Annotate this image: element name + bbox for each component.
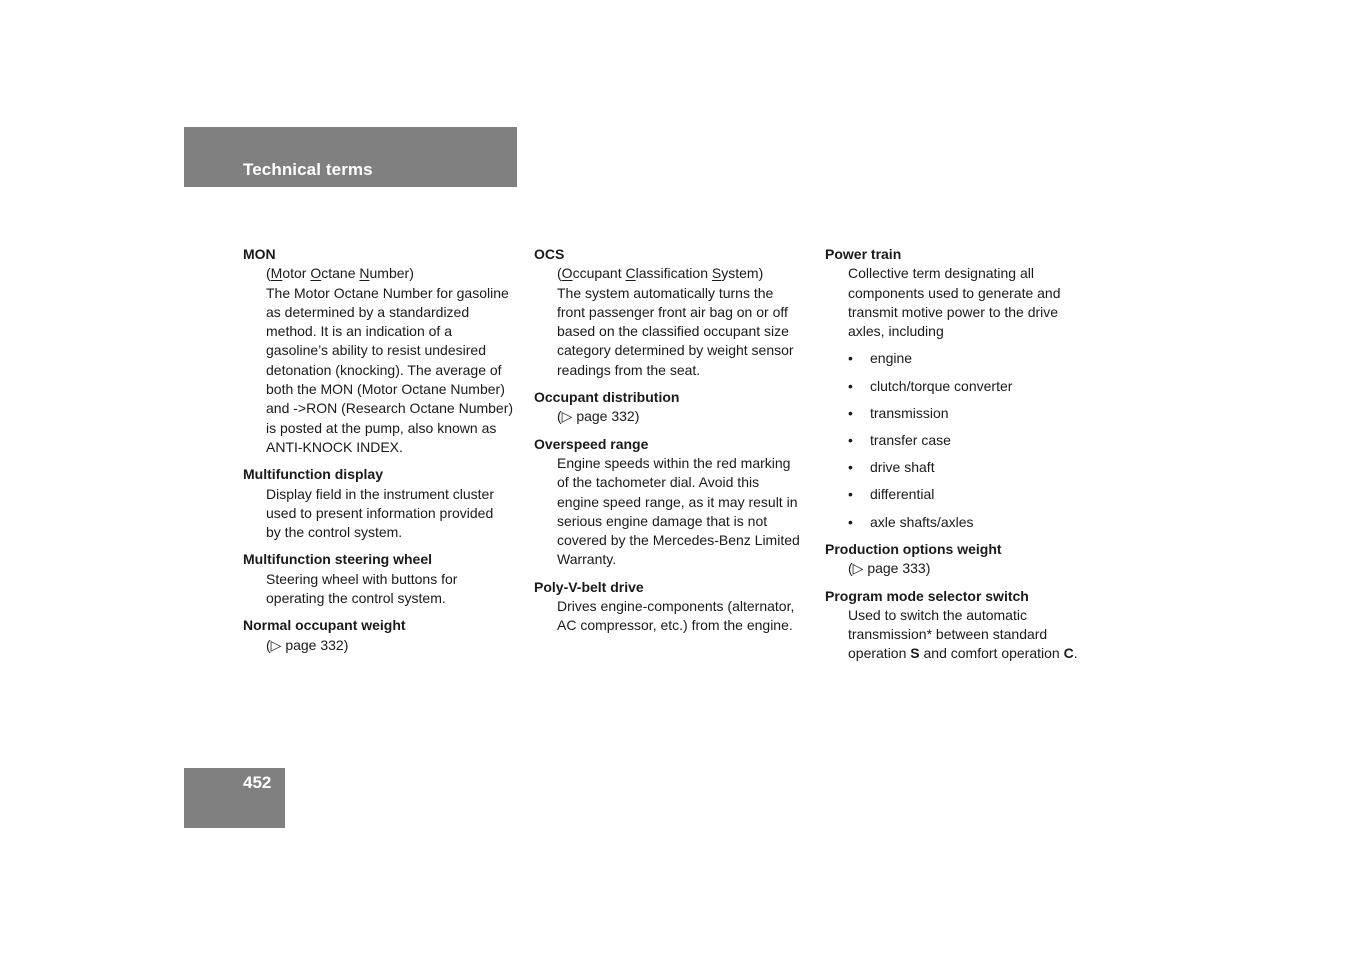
definition-line: of the tachometer dial. Avoid this [557, 474, 760, 491]
list-item [848, 404, 1115, 423]
definition-line: Drives engine-components (alternator, [557, 598, 795, 615]
definition-line: transmission* between standard [848, 626, 1048, 643]
page-title: Technical terms [243, 160, 373, 179]
term-entry-multifunction-steering-wheel [243, 550, 523, 608]
list-item [848, 377, 1115, 396]
bullet-icon: • [848, 404, 853, 421]
list-item [848, 513, 1115, 532]
definition-line: based on the classified occupant size [557, 323, 789, 340]
term-heading: Program mode selector switch [825, 587, 1029, 604]
acronym-letter: O [561, 265, 573, 282]
term-definition [243, 570, 523, 609]
term-entry-normal-occupant-weight [243, 616, 523, 655]
definition-text: and comfort operation [919, 645, 1064, 662]
term-heading: OCS [534, 246, 565, 262]
term-definition [825, 606, 1115, 664]
term-heading: Occupant distribution [534, 389, 680, 406]
acronym-word: ccupant [572, 265, 626, 282]
list-item [848, 458, 1115, 477]
term-heading: Poly-V-belt drive [534, 578, 644, 595]
term-definition [243, 485, 523, 543]
page-reference-link[interactable]: (▷ page 333) [848, 560, 931, 577]
term-definition [534, 407, 814, 426]
acronym-word: ctane [321, 265, 360, 282]
acronym-word: ystem [721, 265, 759, 282]
list-item-label: engine [870, 350, 913, 367]
mode-s-label: S [910, 645, 920, 662]
list-item-label: axle shafts/axles [870, 513, 974, 530]
list-item [848, 349, 1115, 368]
list-item-label: drive shaft [870, 459, 935, 476]
definition-line: Engine speeds within the red marking [557, 454, 791, 471]
acronym-expansion: (Motor Octane Number) [266, 265, 414, 282]
definition-line: front passenger front air bag on or off [557, 303, 788, 320]
definition-line: Collective term designating all [848, 265, 1034, 282]
definition-line: axles, including [848, 323, 944, 340]
bullet-list [848, 349, 1115, 531]
term-entry-poly-v-belt-drive [534, 578, 814, 636]
list-item [848, 485, 1115, 504]
term-entry-occupant-distribution [534, 388, 814, 427]
bullet-icon: • [848, 350, 853, 367]
mode-c-label: C [1063, 645, 1074, 662]
term-definition [534, 597, 814, 636]
term-heading: Production options weight [825, 540, 1002, 557]
definition-line: gasoline’s ability to resist undesired [266, 342, 486, 359]
definition-line: The system automatically turns the [557, 284, 774, 301]
page-reference-link[interactable]: (▷ page 332) [266, 636, 349, 653]
term-heading: Multifunction steering wheel [243, 551, 433, 568]
acronym-word: umber [369, 265, 410, 282]
definition-text: operation [848, 645, 911, 662]
definition-line: ANTI-KNOCK INDEX. [266, 438, 403, 455]
list-item-label: transfer case [870, 432, 951, 449]
definition-line: as determined by a standardized [266, 303, 470, 320]
acronym-word: lassification [635, 265, 712, 282]
term-entry-program-mode-selector-switch [825, 587, 1115, 664]
term-definition [243, 636, 523, 655]
definition-line: by the control system. [266, 524, 403, 541]
term-entry-overspeed-range [534, 435, 814, 570]
term-entry-power-train [825, 245, 1115, 532]
column-1 [243, 245, 523, 663]
column-3 [825, 245, 1115, 672]
definition-line: Used to switch the automatic [848, 606, 1027, 623]
definition-line: The Motor Octane Number for gasoline [266, 284, 509, 301]
definition-line: used to present information provided [266, 504, 494, 521]
bullet-icon: • [848, 513, 853, 530]
acronym-letter: N [359, 265, 370, 282]
list-item-label: clutch/torque converter [870, 377, 1013, 394]
definition-line: serious engine damage that is not [557, 512, 768, 529]
bullet-icon: • [848, 432, 853, 449]
definition-line: category determined by weight sensor [557, 342, 794, 359]
acronym-letter: S [711, 265, 722, 282]
bullet-icon: • [848, 486, 853, 503]
acronym-letter: O [310, 265, 322, 282]
definition-line: components used to generate and [848, 284, 1061, 301]
definition-line: covered by the Mercedes-Benz Limited [557, 532, 800, 549]
term-heading: Normal occupant weight [243, 617, 406, 634]
definition-text: . [1073, 645, 1078, 662]
term-entry-mon [243, 245, 523, 457]
definition-line: Display field in the instrument cluster [266, 485, 494, 502]
definition-line: Warranty. [557, 551, 617, 568]
list-item-label: differential [870, 486, 935, 503]
definition-line-modes [848, 644, 1115, 663]
definition-line: detonation (knocking). The average of [266, 361, 502, 378]
bullet-icon: • [848, 459, 853, 476]
page-number: 452 [243, 773, 272, 792]
term-entry-production-options-weight [825, 540, 1115, 579]
definition-line: readings from the seat. [557, 361, 701, 378]
term-heading: MON [243, 246, 276, 262]
term-heading: Overspeed range [534, 435, 649, 452]
acronym-letter: C [625, 265, 636, 282]
definition-line: is posted at the pump, also known as [266, 419, 497, 436]
definition-line: AC compressor, etc.) from the engine. [557, 617, 793, 634]
term-entry-multifunction-display [243, 465, 523, 542]
definition-line: both the MON (Motor Octane Number) [266, 381, 505, 398]
term-entry-ocs [534, 245, 814, 380]
term-definition [534, 454, 814, 570]
bullet-icon: • [848, 377, 853, 394]
definition-line: operating the control system. [266, 590, 446, 607]
list-item [848, 431, 1115, 450]
definition-line: method. It is an indication of a [266, 323, 452, 340]
definition-line: engine speed range, as it may result in [557, 493, 798, 510]
term-definition [534, 264, 814, 380]
term-definition [243, 264, 523, 457]
definition-line: Steering wheel with buttons for [266, 570, 458, 587]
term-heading: Multifunction display [243, 466, 383, 483]
term-definition [825, 264, 1115, 532]
definition-line: transmit motive power to the drive [848, 303, 1059, 320]
column-2 [534, 245, 814, 644]
page-reference-link[interactable]: (▷ page 332) [557, 408, 640, 425]
header-band [184, 127, 517, 187]
acronym-letter: M [270, 265, 283, 282]
term-definition [825, 559, 1115, 578]
page-number-box [184, 768, 285, 828]
term-heading: Power train [825, 246, 902, 262]
acronym-word: otor [282, 265, 311, 282]
list-item-label: transmission [870, 404, 949, 421]
acronym-expansion: (Occupant Classification System) [557, 265, 764, 282]
definition-line: and ->RON (Research Octane Number) [266, 400, 514, 417]
